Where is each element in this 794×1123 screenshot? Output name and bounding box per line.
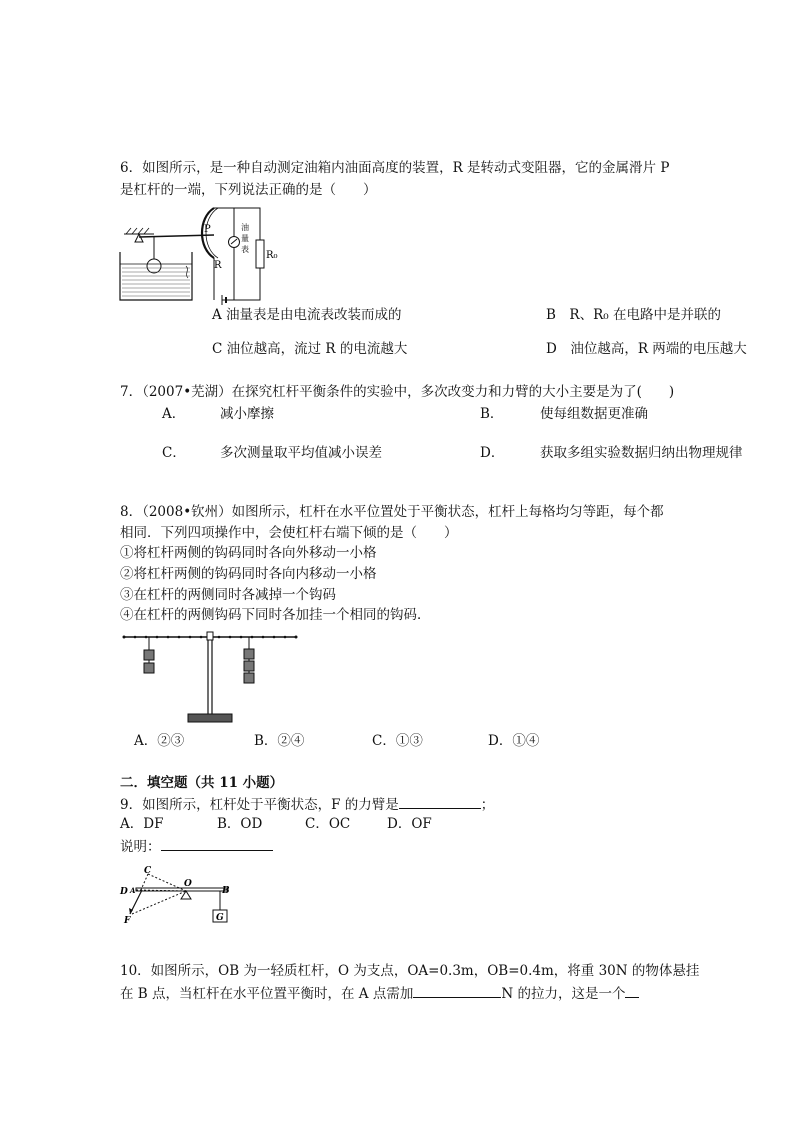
q10-stem-line1: 10．如图所示，OB 为一轻质杠杆，O 为支点，OA=0.3m，OB=0.4m，将重 30N 的物体悬挂 (120, 963, 700, 979)
q9-stem (120, 794, 494, 815)
q8-item-3: ③在杠杆的两侧同时各减掉一个钩码 (120, 587, 336, 603)
q9-answer-blank[interactable] (399, 794, 481, 809)
q9-lever-figure (118, 864, 238, 928)
q6-label-R0: R₀ (266, 250, 278, 261)
q8-stem-line2: 相同．下列四项操作中，会使杠杆右端下倾的是（ ） (120, 525, 458, 541)
q7-option-d: 获取多组实验数据归纳出物理规律 (540, 445, 743, 461)
q9-option-a: A．DF (120, 816, 164, 832)
q9-label-D: D (120, 887, 128, 897)
q8-item-1: ①将杠杆两侧的钩码同时各向外移动一小格 (120, 545, 377, 561)
q7-option-b-letter: B． (480, 406, 504, 422)
q6-meter-label-2: 量 (241, 234, 249, 243)
q8-item-2: ②将杠杆两侧的钩码同时各向内移动一小格 (120, 566, 377, 582)
q9-option-d: D．OF (387, 816, 432, 832)
q9-label-O: O (184, 879, 192, 889)
q8-option-b: B．②④ (254, 733, 305, 749)
q9-note (120, 836, 273, 857)
q9-stem-text: 9．如图所示，杠杆处于平衡状态，F 的力臂是 (120, 797, 399, 813)
q7-option-c-letter: C． (162, 445, 186, 461)
q6-label-R: R (214, 260, 222, 271)
q9-label-G: G (216, 913, 224, 923)
q6-stem-line1: 6．如图所示，是一种自动测定油箱内油面高度的装置，R 是转动式变阻器，它的金属滑片 P (120, 160, 670, 176)
q9-label-B: B (222, 886, 230, 896)
q9-option-b: B．OD (217, 816, 263, 832)
q10-text-b: N 的拉力，这是一个 (501, 986, 626, 1002)
q8-stem-line1: 8．（2008•钦州）如图所示，杠杆在水平位置处于平衡状态，杠杆上每格均匀等距，每个都 (120, 504, 664, 520)
q10-type-blank[interactable] (625, 983, 639, 998)
q9-note-blank[interactable] (161, 836, 273, 851)
q7-option-d-letter: D． (480, 445, 505, 461)
q6-option-b: B R、R₀ 在电路中是并联的 (546, 307, 721, 323)
q10-text-a: 在 B 点，当杠杆在水平位置平衡时，在 A 点需加 (120, 986, 414, 1002)
q8-item-4: ④在杠杆的两侧钩码下同时各加挂一个相同的钩码． (120, 607, 431, 623)
q9-option-c: C．OC (305, 816, 351, 832)
q6-option-c: C 油位越高，流过 R 的电流越大 (212, 341, 408, 357)
q6-oil-gauge-figure (118, 204, 298, 304)
q7-option-c: 多次测量取平均值减小误差 (220, 445, 382, 461)
q8-option-d: D．①④ (488, 733, 540, 749)
q9-note-label: 说明： (120, 839, 161, 855)
q9-label-A: A (130, 886, 136, 895)
q9-label-C: C (144, 866, 152, 876)
q6-stem-line2: 是杠杆的一端，下列说法正确的是（ ） (120, 182, 377, 198)
q7-stem: 7．（2007•芜湖）在探究杠杆平衡条件的实验中，多次改变力和力臂的大小主要是为了( ) (120, 384, 675, 400)
q10-force-blank[interactable] (413, 983, 501, 998)
q8-option-c: C．①③ (372, 733, 423, 749)
section-2-title: 二．填空题（共 11 小题） (120, 775, 284, 791)
q9-stem-end: ； (480, 797, 495, 813)
q8-option-a: A．②③ (134, 733, 185, 749)
q10-stem-line2 (120, 983, 639, 1004)
q9-label-F: F (124, 916, 131, 926)
q6-meter-label-1: 油 (241, 223, 249, 232)
q6-option-d: D 油位越高，R 两端的电压越大 (546, 341, 747, 357)
q6-label-P: P (204, 224, 211, 235)
q6-meter-label-3: 表 (241, 245, 249, 254)
q6-option-a: A 油量表是由电流表改装而成的 (212, 307, 402, 323)
q7-option-a: 减小摩擦 (220, 406, 274, 422)
q8-lever-figure (120, 630, 300, 726)
q7-option-a-letter: A． (162, 406, 186, 422)
q7-option-b: 使每组数据更准确 (540, 406, 648, 422)
